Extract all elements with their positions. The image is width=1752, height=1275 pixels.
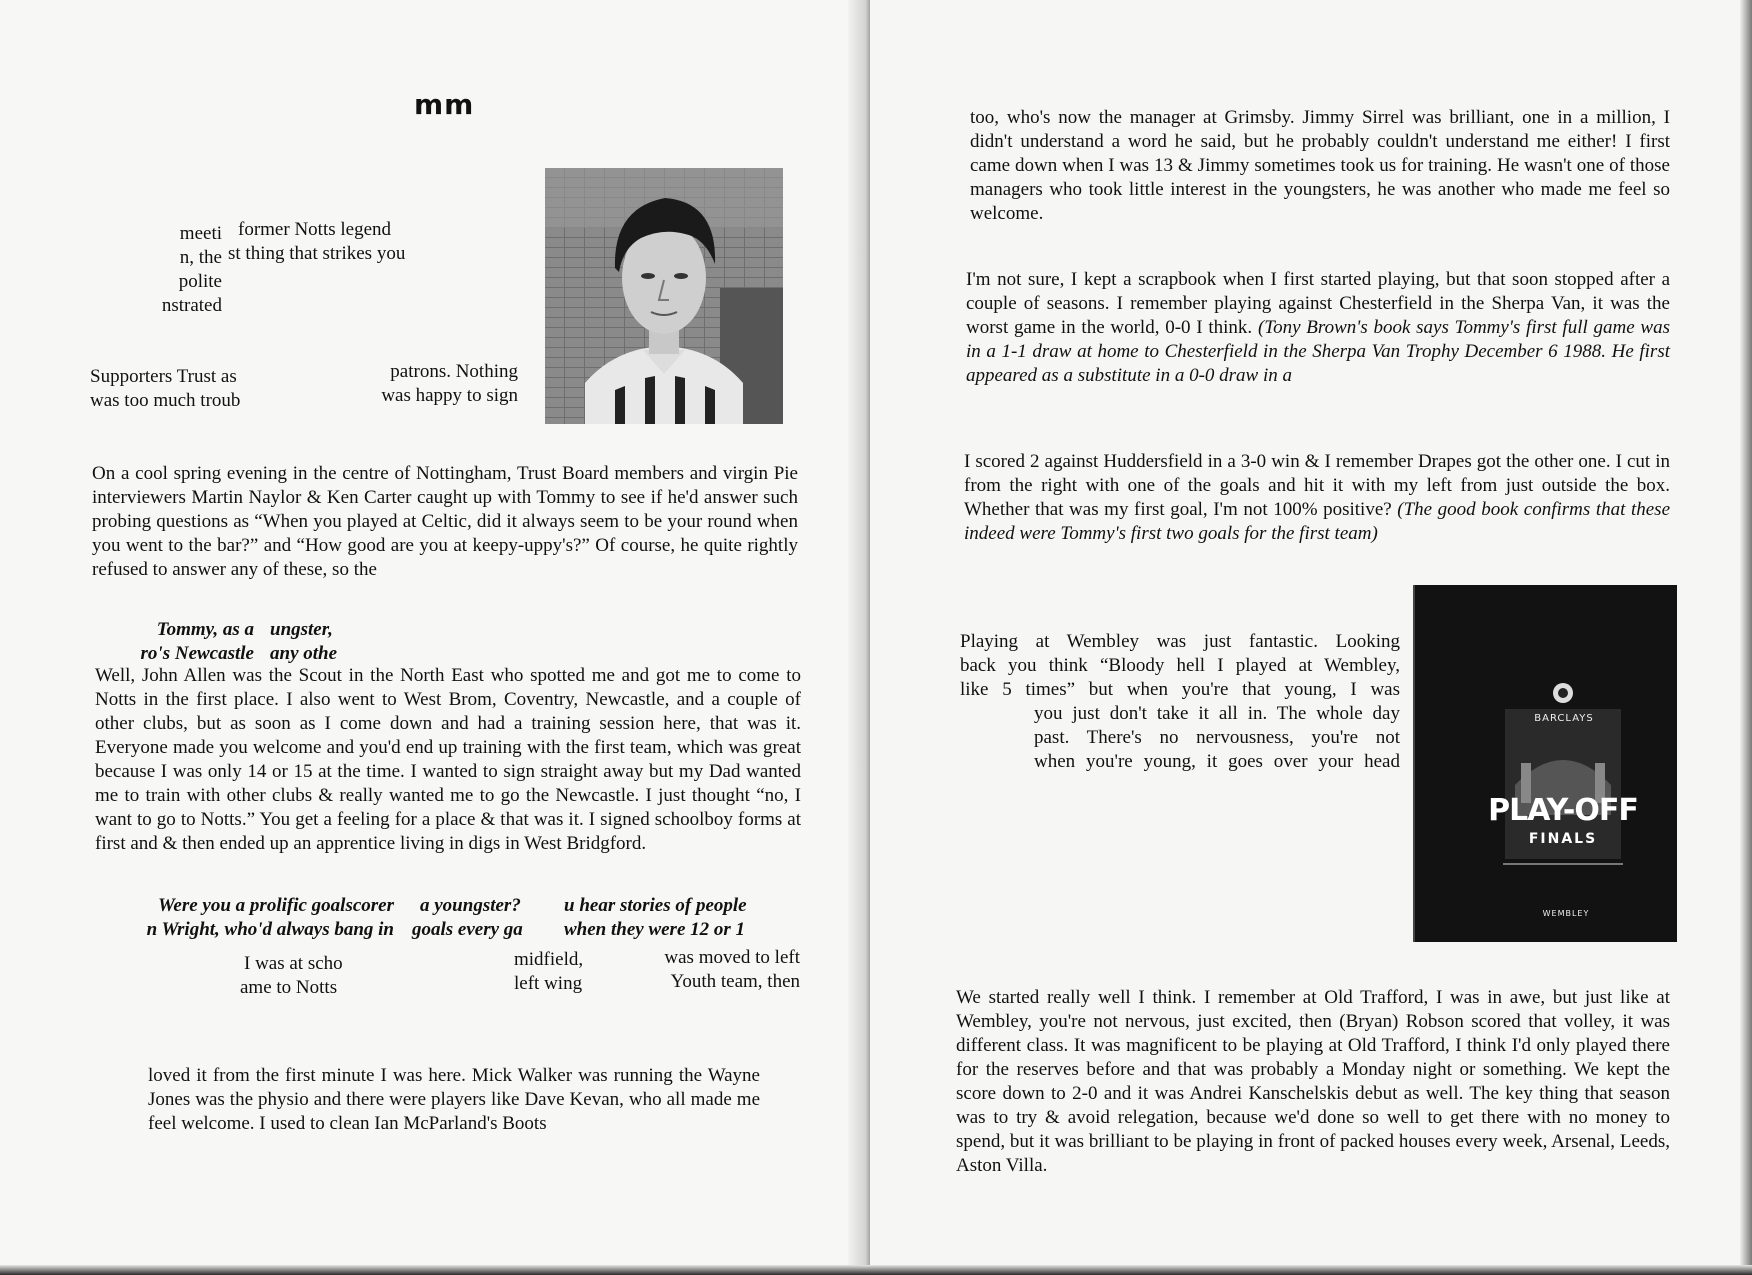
programme-title: PLAY-OFF [1488, 793, 1638, 828]
left-page [0, 0, 870, 1275]
question-2-part-a: Were you a prolific goalscorer n Wright, who'd always bang in [146, 895, 394, 940]
first-goal-editor-note: (The good book confirms that these indeed were Tommy's first two goals for the first team) [964, 499, 1671, 544]
question-2-part-b: a youngster? goals every ga [412, 895, 523, 940]
answer-2-fragment-a: I was at scho ame to Notts [240, 953, 343, 998]
masthead-logo: mm [414, 88, 475, 121]
wembley-paragraph: Playing at Wembley was just fantastic. Looking back you think “Bloody hell I played at Wembley, like 5 times” but when you're that young, I was you just don't take it all in. The whole day past. There's no nervousness, you're not when you're young, it goes over your head [960, 631, 1400, 772]
page-edge-shadow [1740, 0, 1752, 1275]
answer-2-fragment-b: midfield, left wing [514, 949, 584, 994]
programme-sponsor: BARCLAYS [1534, 713, 1594, 724]
answer-2-fragment-c: was moved to left Youth team, then [664, 947, 800, 992]
trust-fragment-b: patrons. Nothing was happy to sign [381, 361, 518, 406]
memories-paragraph: loved it from the first minute I was here. Mick Walker was running the Wayne Jones was the physio and there were players like Dave Kevan, who all made me feel welcome. I used to clean Ian McParland's Boots [148, 1065, 760, 1134]
scrapbook-paragraph [966, 268, 1670, 388]
player-photo [545, 168, 783, 424]
page-bottom-edge [0, 1265, 1752, 1275]
scrapbook-editor-note: (Tony Brown's book says Tommy's first full game was in a 1-1 draw at home to Chesterfield in the Sherpa Van Trophy December 6 1988. He first appeared as a substitute in a 0-0 draw in a [966, 317, 1670, 386]
playoff-programme-image [1413, 585, 1677, 942]
question-2-part-c: u hear stories of people when they were 12 or 1 [564, 895, 747, 940]
answer-1-paragraph: Well, John Allen was the Scout in the North East who spotted me and got me to come to Notts in the first place. I also went to West Brom, Coventry, Newcastle, and a couple of other clubs, but as soon as I come down and had a training session here, that was it. Everyone made you welcome and you'd end up training with the first team, which was great because I was only 14 or 15 at the time. I wanted to sign straight away but my Dad wanted me to train with other clubs & really wanted me to go the Newcastle. I just thought “no, I want to go to Notts.” You get a feeling for a place & that was it. I signed schoolboy forms at first and & then ended up an apprentice living in digs in West Bridgford. [95, 665, 801, 854]
question-1-part-b: ungster, any othe [270, 619, 338, 664]
first-goal-text: I scored 2 against Huddersfield in a 3-0 win & I remember Drapes got the other one. I cut in from the right with one of the goals and hit it with my left from just outside the box. Whether that was my first goal, I'm not 100% positive? [964, 451, 1670, 520]
sirrel-paragraph: too, who's now the manager at Grimsby. Jimmy Sirrel was brilliant, one in a million, I didn't understand a word he said, but he probably couldn't understand me either! I first came down when I was 13 & Jimmy sometimes took us for training. He wasn't one of those managers who took little interest in the youngsters, he was another who made me feel so welcome. [970, 107, 1670, 224]
programme-subtitle: FINALS [1528, 831, 1598, 847]
first-goal-paragraph [964, 450, 1670, 546]
old-trafford-paragraph: We started really well I think. I remember at Old Trafford, I was in awe, but just like at Wembley, you're not nervous, just excited, then (Bryan) Robson scored that volley, it was different class. It was magnificent to be playing at Old Trafford, I think I'd only played there for the reserves before and that was probably a Monday night or something. We kept the score down to 2-0 and it was Andrei Kanschelskis debut as well. The key thing that season was to try & avoid relegation, because we'd done so well to get there with no money to spend, but it was brilliant to be playing in front of packed houses every week, Arsenal, Leeds, Aston Villa. [956, 987, 1670, 1176]
trust-fragment-a: Supporters Trust as was too much troub [90, 366, 241, 411]
question-1-part-a: Tommy, as a ro's Newcastle [140, 619, 254, 664]
intro-paragraph: On a cool spring evening in the centre of Nottingham, Trust Board members and virgin Pie interviewers Martin Naylor & Ken Carter caught up with Tommy to see if he'd answer such probing questions as “When you played at Celtic, did it always seem to be your round when you went to the bar?” and “How good are you at keepy-uppy's?” Of course, he quite rightly refused to answer any of these, so the [92, 463, 798, 580]
intro-fragment-col2: former Notts legend st thing that strikes you [228, 219, 406, 264]
intro-fragment-col1: meeti n, the polite nstrated [161, 223, 222, 316]
programme-venue: WEMBLEY [1542, 909, 1590, 918]
scrapbook-text: I'm not sure, I kept a scrapbook when I first started playing, but that soon stopped after a couple of seasons. I remember playing against Chesterfield in the Sherpa Van, it was the worst game in the world, 0-0 I think. [966, 269, 1670, 338]
